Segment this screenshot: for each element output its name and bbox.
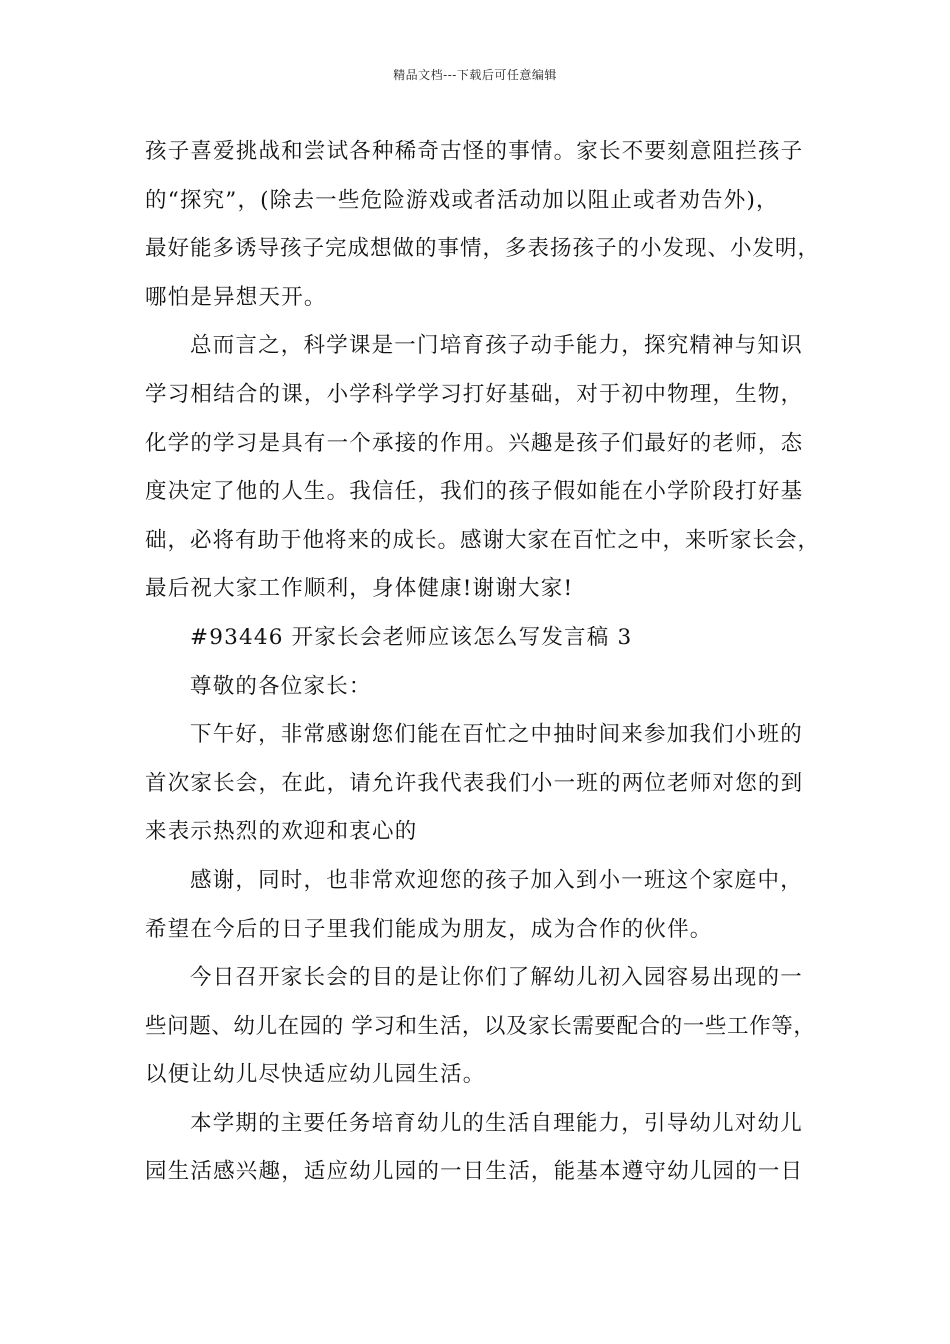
text-line: 来表示热烈的欢迎和衷心的 <box>145 819 418 845</box>
text-line: 总而言之，科学课是一门培育孩子动手能力，探究精神与知识 <box>190 333 803 359</box>
document-body <box>145 128 820 1197</box>
text-line: 感谢，同时，也非常欢迎您的孩子加入到小一班这个家庭中， <box>190 867 803 893</box>
text-line: 础，必将有助于他将来的成长。感谢大家在百忙之中，来听家长会， <box>145 527 821 553</box>
text-line: 以便让幼儿尽快适应幼儿园生活。 <box>145 1062 486 1088</box>
text-line: 园生活感兴趣，适应幼儿园的一日生活，能基本遵守幼儿园的一日 <box>145 1159 804 1185</box>
text-line: 本学期的主要任务培育幼儿的生活自理能力，引导幼儿对幼儿 <box>190 1110 803 1136</box>
text-line: 下午好，非常感谢您们能在百忙之中抽时间来参加我们小班的 <box>190 722 803 748</box>
text-line: 尊敬的各位家长： <box>190 673 372 699</box>
text-line: 些问题、幼儿在园的 学习和生活，以及家长需要配合的一些工作等， <box>145 1013 816 1039</box>
text-line: 希望在今后的日子里我们能成为朋友，成为合作的伙伴。 <box>145 916 713 942</box>
text-line: 孩子喜爱挑战和尝试各种稀奇古怪的事情。家长不要刻意阻拦孩子 <box>145 139 804 164</box>
text-line: 今日召开家长会的目的是让你们了解幼儿初入园容易出现的一 <box>190 965 803 991</box>
page-header: 精品文档---下载后可任意编辑 <box>393 68 557 82</box>
text-line: 最后祝大家工作顺利，身体健康!谢谢大家! <box>145 576 574 602</box>
text-line: 化学的学习是具有一个承接的作用。兴趣是孩子们最好的老师，态 <box>145 430 804 456</box>
text-line: 最好能多诱导孩子完成想做的事情，多表扬孩子的小发现、小发明， <box>145 236 821 262</box>
text-line: 学习相结合的课，小学科学学习打好基础，对于初中物理，生物， <box>145 381 804 407</box>
text-line: 度决定了他的人生。我信任，我们的孩子假如能在小学阶段打好基 <box>145 479 804 505</box>
text-line: 首次家长会，在此，请允许我代表我们小一班的两位老师对您的到 <box>145 770 804 796</box>
text-line: 的“探究”，(除去一些危险游戏或者活动加以阻止或者劝告外)， <box>145 187 779 213</box>
text-line: 哪怕是异想天开。 <box>145 284 327 310</box>
text-line: #93446 开家长会老师应该怎么写发言稿 3 <box>190 624 633 650</box>
